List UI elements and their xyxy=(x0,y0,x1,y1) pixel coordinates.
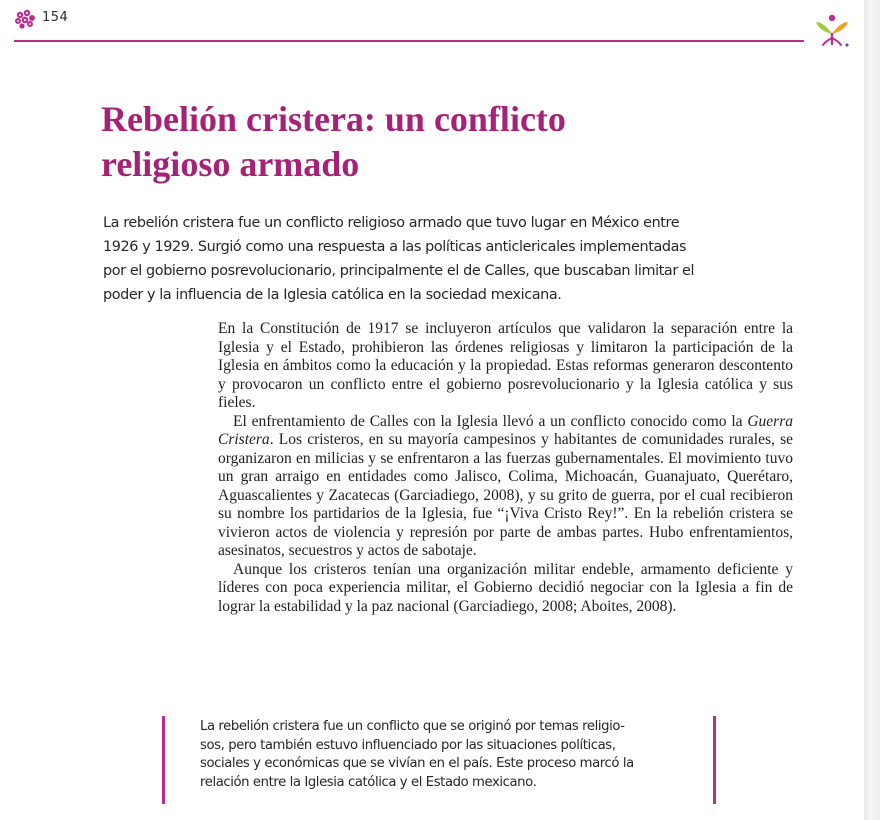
vertical-scrollbar[interactable] xyxy=(864,0,880,820)
intro-line-1: La rebelión cristera fue un conflicto religioso armado que tuvo lugar en México entre xyxy=(103,215,680,231)
body-text xyxy=(218,320,793,616)
body-paragraph-2-end: . Los cristeros, en su mayoría campesinos y habitantes de comunidades rurales, se organizaron en milicias y se enfrentaron a las fuerzas gubernamentales. El movimiento tuvo un gran arraigo en entidades como Jalisco, Colima, Michoacán, Guanajuato, Querétaro, Aguascalientes y Zacatecas (Garciadiego, 2008), y su grito de guerra, por el cual recibieron su nombre los partidarios de la Iglesia, fue “¡Viva Cristo Rey!”. En la rebelión cristera se vivieron actos de violencia y represión por parte de ambas partes. Hubo enfrentamientos, asesinatos, secuestros y actos de sabotaje. xyxy=(218,431,793,559)
intro-line-2: 1926 y 1929. Surgió como una respuesta a las políticas anticlericales implementadas xyxy=(103,239,687,255)
callout-line-1: La rebelión cristera fue un conflicto que se originó por temas religio- xyxy=(200,719,625,734)
body-paragraph-2-start: El enfrentamiento de Calles con la Iglesia llevó a un conflicto conocido como la xyxy=(233,412,748,430)
page-title xyxy=(101,97,741,187)
page-number: 154 xyxy=(42,10,69,25)
callout-line-2: sos, pero también estuvo influenciado por las situaciones políticas, xyxy=(200,737,616,753)
title-line-2: religioso armado xyxy=(101,144,360,184)
callout-box xyxy=(200,718,690,792)
body-paragraph-1: En la Constitución de 1917 se incluyeron artículos que validaron la separación entre la Iglesia y el Estado, prohibieron las órdenes religiosas y limitaron la participación de la Iglesia en ámbitos como la educación y la propiedad. Estas reformas generaron descontento y provocaron un conflicto entre el gobierno posrevolucionario y la Iglesia católica y sus fieles. xyxy=(218,320,793,411)
guerra-cristera-term: Guerra Cristera xyxy=(218,412,793,448)
flower-cluster-icon xyxy=(14,9,36,29)
body-paragraph-3: Aunque los cristeros tenían una organización militar endeble, armamento deficiente y líderes con poca experiencia militar, el Gobierno decidió negociar con la Iglesia a fin de lograr la estabilidad y la paz nacional (Garciadiego, 2008; Aboites, 2008). xyxy=(218,560,793,615)
sprout-figure-icon xyxy=(812,10,852,48)
callout-line-4: relación entre la Iglesia católica y el Estado mexicano. xyxy=(200,774,537,790)
intro-line-4: poder y la influencia de la Iglesia católica en la sociedad mexicana. xyxy=(103,287,562,303)
callout-left-bar xyxy=(162,716,165,804)
header-rule xyxy=(14,40,804,42)
body-paragraph-2 xyxy=(218,413,793,561)
callout-right-bar xyxy=(713,716,716,804)
intro-line-3: por el gobierno posrevolucionario, principalmente el de Calles, que buscaban limitar el xyxy=(103,263,695,279)
callout-line-3: sociales y económicas que se vivían en el país. Este proceso marcó la xyxy=(200,756,634,771)
title-line-1: Rebelión cristera: un conflicto xyxy=(101,99,566,139)
intro-paragraph xyxy=(103,211,763,307)
